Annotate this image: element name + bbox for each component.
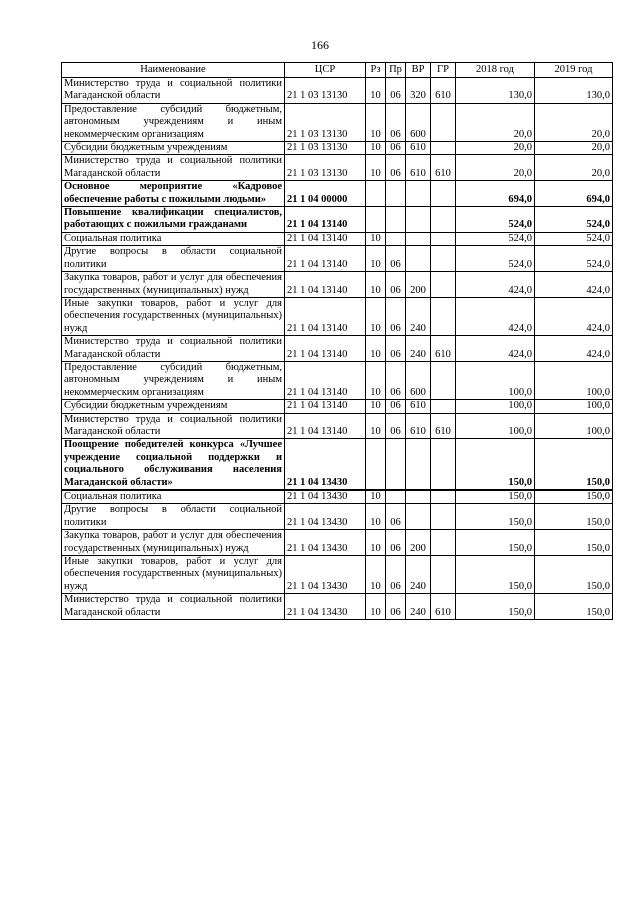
cell-name: Министерство труда и социальной политики Магаданской области — [62, 155, 285, 181]
cell-gr — [431, 142, 456, 155]
header-name: Наименование — [62, 63, 285, 78]
cell-gr — [431, 207, 456, 233]
cell-pr: 06 — [386, 103, 406, 141]
cell-2018: 150,0 — [456, 556, 535, 594]
cell-csr: 21 1 04 13140 — [285, 297, 366, 335]
cell-pr — [386, 232, 406, 245]
cell-pr: 06 — [386, 400, 406, 413]
cell-name: Министерство труда и социальной политики Магаданской области — [62, 78, 285, 104]
table-body — [62, 78, 613, 620]
cell-gr — [431, 400, 456, 413]
cell-pr: 06 — [386, 361, 406, 399]
cell-name: Иные закупки товаров, работ и услуг для обеспечения государственных (муниципальных) нужд — [62, 297, 285, 335]
cell-vr — [406, 504, 431, 530]
cell-2019: 100,0 — [535, 361, 613, 399]
cell-rz: 10 — [366, 297, 386, 335]
cell-2018: 424,0 — [456, 336, 535, 362]
cell-2019: 100,0 — [535, 400, 613, 413]
cell-rz: 10 — [366, 556, 386, 594]
table-header-row — [62, 63, 613, 78]
cell-rz: 10 — [366, 361, 386, 399]
table-row — [62, 103, 613, 141]
table-row — [62, 272, 613, 298]
cell-rz — [366, 439, 386, 490]
cell-gr: 610 — [431, 155, 456, 181]
cell-rz: 10 — [366, 246, 386, 272]
cell-2018: 424,0 — [456, 297, 535, 335]
cell-2019: 524,0 — [535, 246, 613, 272]
cell-csr: 21 1 03 13130 — [285, 155, 366, 181]
header-year-2018: 2018 год — [456, 63, 535, 78]
cell-vr — [406, 246, 431, 272]
cell-name: Закупка товаров, работ и услуг для обеспечения государственных (муниципальных) нужд — [62, 530, 285, 556]
cell-pr: 06 — [386, 78, 406, 104]
cell-vr: 610 — [406, 400, 431, 413]
cell-vr: 600 — [406, 361, 431, 399]
cell-name: Предоставление субсидий бюджетным, автономным учреждениям и иным некоммерческим организациям — [62, 103, 285, 141]
cell-pr — [386, 181, 406, 207]
cell-csr: 21 1 04 13140 — [285, 361, 366, 399]
cell-gr: 610 — [431, 78, 456, 104]
cell-vr: 200 — [406, 272, 431, 298]
cell-2018: 100,0 — [456, 400, 535, 413]
cell-2018: 150,0 — [456, 504, 535, 530]
cell-pr — [386, 207, 406, 233]
cell-gr — [431, 361, 456, 399]
cell-rz: 10 — [366, 272, 386, 298]
cell-vr: 240 — [406, 556, 431, 594]
cell-2019: 524,0 — [535, 207, 613, 233]
cell-gr — [431, 246, 456, 272]
cell-pr: 06 — [386, 336, 406, 362]
cell-csr: 21 1 04 13430 — [285, 594, 366, 620]
cell-pr: 06 — [386, 594, 406, 620]
cell-2019: 150,0 — [535, 556, 613, 594]
header-pr: Пр — [386, 63, 406, 78]
table-row — [62, 594, 613, 620]
cell-name: Социальная политика — [62, 232, 285, 245]
cell-vr: 610 — [406, 155, 431, 181]
cell-csr: 21 1 04 13430 — [285, 530, 366, 556]
cell-2019: 150,0 — [535, 530, 613, 556]
cell-csr: 21 1 04 13430 — [285, 490, 366, 504]
header-year-2019: 2019 год — [535, 63, 613, 78]
cell-2018: 524,0 — [456, 232, 535, 245]
header-rz: Рз — [366, 63, 386, 78]
cell-gr — [431, 297, 456, 335]
cell-rz: 10 — [366, 103, 386, 141]
cell-2018: 150,0 — [456, 490, 535, 504]
cell-2018: 150,0 — [456, 594, 535, 620]
cell-name: Иные закупки товаров, работ и услуг для обеспечения государственных (муниципальных) нужд — [62, 556, 285, 594]
table-row — [62, 530, 613, 556]
table-row — [62, 207, 613, 233]
cell-pr — [386, 439, 406, 490]
cell-2019: 150,0 — [535, 439, 613, 490]
table-row — [62, 504, 613, 530]
cell-rz: 10 — [366, 336, 386, 362]
cell-rz: 10 — [366, 400, 386, 413]
cell-gr — [431, 232, 456, 245]
header-csr: ЦСР — [285, 63, 366, 78]
table-row — [62, 400, 613, 413]
cell-rz: 10 — [366, 78, 386, 104]
cell-pr: 06 — [386, 556, 406, 594]
cell-2019: 100,0 — [535, 413, 613, 439]
cell-vr: 240 — [406, 297, 431, 335]
cell-gr — [431, 272, 456, 298]
cell-2019: 130,0 — [535, 78, 613, 104]
cell-2019: 20,0 — [535, 142, 613, 155]
cell-2019: 424,0 — [535, 297, 613, 335]
cell-2018: 20,0 — [456, 103, 535, 141]
cell-csr: 21 1 04 13140 — [285, 336, 366, 362]
cell-rz — [366, 207, 386, 233]
cell-vr: 610 — [406, 142, 431, 155]
cell-gr — [431, 181, 456, 207]
header-gr: ГР — [431, 63, 456, 78]
cell-2019: 150,0 — [535, 490, 613, 504]
cell-rz: 10 — [366, 142, 386, 155]
cell-2019: 424,0 — [535, 336, 613, 362]
cell-csr: 21 1 04 13140 — [285, 246, 366, 272]
cell-pr: 06 — [386, 142, 406, 155]
cell-vr: 610 — [406, 413, 431, 439]
cell-vr — [406, 181, 431, 207]
cell-2018: 130,0 — [456, 78, 535, 104]
cell-2019: 150,0 — [535, 594, 613, 620]
cell-2018: 524,0 — [456, 207, 535, 233]
cell-vr — [406, 207, 431, 233]
cell-2018: 100,0 — [456, 361, 535, 399]
cell-csr: 21 1 04 13140 — [285, 413, 366, 439]
cell-2018: 424,0 — [456, 272, 535, 298]
table-row — [62, 155, 613, 181]
cell-rz: 10 — [366, 530, 386, 556]
cell-vr — [406, 232, 431, 245]
cell-2019: 524,0 — [535, 232, 613, 245]
cell-csr: 21 1 04 13430 — [285, 439, 366, 490]
cell-2018: 100,0 — [456, 413, 535, 439]
table-row — [62, 78, 613, 104]
cell-name: Министерство труда и социальной политики Магаданской области — [62, 413, 285, 439]
table-row — [62, 361, 613, 399]
table-row — [62, 232, 613, 245]
table-row — [62, 490, 613, 504]
table-row — [62, 246, 613, 272]
cell-2018: 150,0 — [456, 439, 535, 490]
cell-vr: 600 — [406, 103, 431, 141]
cell-name: Предоставление субсидий бюджетным, автономным учреждениям и иным некоммерческим организациям — [62, 361, 285, 399]
cell-csr: 21 1 04 13140 — [285, 400, 366, 413]
cell-csr: 21 1 04 13140 — [285, 272, 366, 298]
table-row — [62, 142, 613, 155]
cell-vr — [406, 439, 431, 490]
cell-name: Субсидии бюджетным учреждениям — [62, 400, 285, 413]
cell-2018: 150,0 — [456, 530, 535, 556]
cell-name: Субсидии бюджетным учреждениям — [62, 142, 285, 155]
cell-2018: 20,0 — [456, 142, 535, 155]
cell-gr — [431, 490, 456, 504]
cell-2018: 524,0 — [456, 246, 535, 272]
cell-csr: 21 1 04 13140 — [285, 207, 366, 233]
cell-2018: 694,0 — [456, 181, 535, 207]
cell-pr: 06 — [386, 246, 406, 272]
cell-pr: 06 — [386, 413, 406, 439]
cell-vr: 200 — [406, 530, 431, 556]
cell-2019: 694,0 — [535, 181, 613, 207]
cell-csr: 21 1 03 13130 — [285, 103, 366, 141]
cell-2019: 20,0 — [535, 155, 613, 181]
cell-gr — [431, 504, 456, 530]
cell-csr: 21 1 04 00000 — [285, 181, 366, 207]
cell-name: Другие вопросы в области социальной политики — [62, 504, 285, 530]
cell-rz: 10 — [366, 504, 386, 530]
cell-csr: 21 1 04 13140 — [285, 232, 366, 245]
cell-pr: 06 — [386, 272, 406, 298]
cell-gr — [431, 556, 456, 594]
cell-rz: 10 — [366, 155, 386, 181]
cell-rz: 10 — [366, 232, 386, 245]
table-row — [62, 439, 613, 490]
cell-name: Поощрение победителей конкурса «Лучшее учреждение социальной поддержки и социального обслуживания населения Магаданской области» — [62, 439, 285, 490]
cell-rz: 10 — [366, 490, 386, 504]
cell-2019: 20,0 — [535, 103, 613, 141]
cell-name: Социальная политика — [62, 490, 285, 504]
table-row — [62, 297, 613, 335]
cell-csr: 21 1 04 13430 — [285, 504, 366, 530]
cell-2019: 150,0 — [535, 504, 613, 530]
cell-rz: 10 — [366, 594, 386, 620]
cell-vr — [406, 490, 431, 504]
cell-name: Министерство труда и социальной политики Магаданской области — [62, 594, 285, 620]
cell-gr: 610 — [431, 594, 456, 620]
cell-name: Другие вопросы в области социальной политики — [62, 246, 285, 272]
cell-name: Министерство труда и социальной политики Магаданской области — [62, 336, 285, 362]
page-number: 166 — [311, 38, 329, 52]
cell-pr — [386, 490, 406, 504]
cell-csr: 21 1 03 13130 — [285, 78, 366, 104]
cell-gr: 610 — [431, 413, 456, 439]
table-row — [62, 181, 613, 207]
cell-pr: 06 — [386, 155, 406, 181]
table-row — [62, 336, 613, 362]
cell-pr: 06 — [386, 297, 406, 335]
cell-vr: 240 — [406, 594, 431, 620]
cell-name: Закупка товаров, работ и услуг для обеспечения государственных (муниципальных) нужд — [62, 272, 285, 298]
cell-2018: 20,0 — [456, 155, 535, 181]
cell-vr: 240 — [406, 336, 431, 362]
table-row — [62, 413, 613, 439]
header-vr: ВР — [406, 63, 431, 78]
cell-gr — [431, 103, 456, 141]
cell-csr: 21 1 03 13130 — [285, 142, 366, 155]
budget-table — [61, 62, 613, 620]
cell-2019: 424,0 — [535, 272, 613, 298]
cell-rz — [366, 181, 386, 207]
cell-pr: 06 — [386, 504, 406, 530]
cell-rz: 10 — [366, 413, 386, 439]
cell-pr: 06 — [386, 530, 406, 556]
cell-name: Повышение квалификации специалистов, работающих с пожилыми гражданами — [62, 207, 285, 233]
cell-vr: 320 — [406, 78, 431, 104]
cell-gr — [431, 530, 456, 556]
cell-csr: 21 1 04 13430 — [285, 556, 366, 594]
cell-gr: 610 — [431, 336, 456, 362]
cell-gr — [431, 439, 456, 490]
cell-name: Основное мероприятие «Кадровое обеспечение работы с пожилыми людьми» — [62, 181, 285, 207]
table-row — [62, 556, 613, 594]
